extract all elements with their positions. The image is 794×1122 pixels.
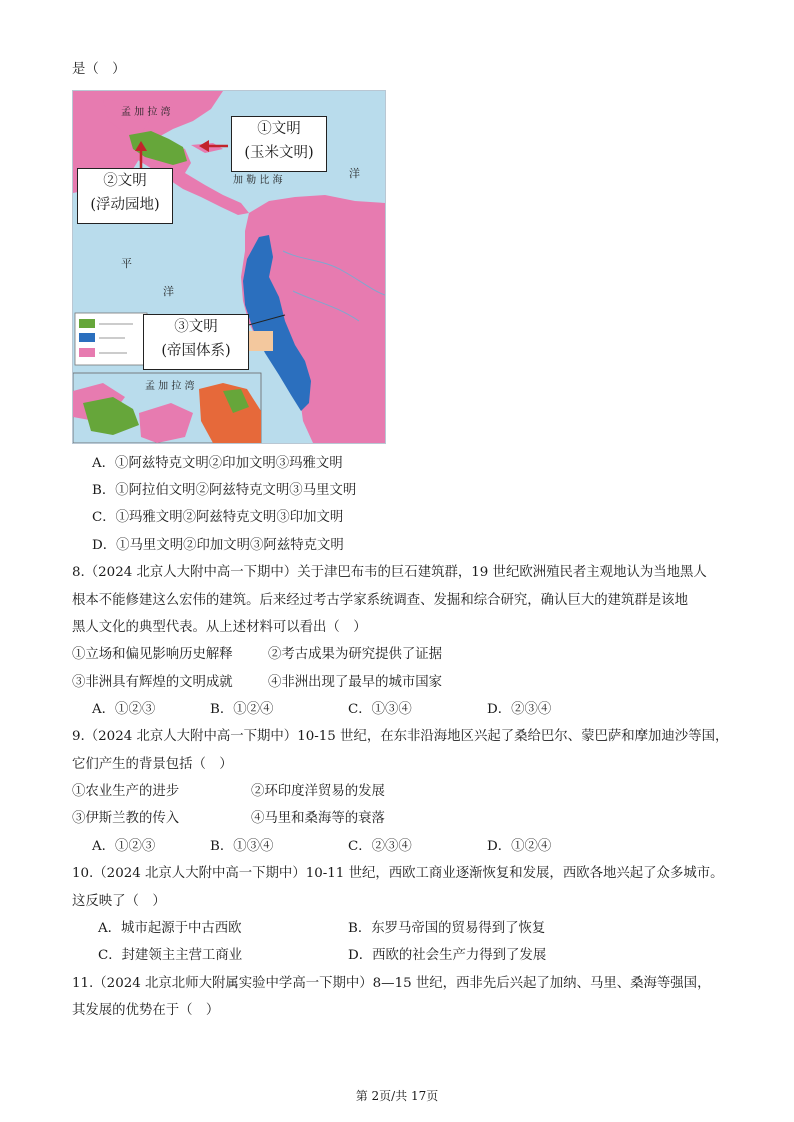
q8-stem-line-3: 黑人文化的典型代表。从上述材料可以看出（ ） <box>72 620 367 635</box>
map-graphic <box>73 91 385 443</box>
page-footer: 第 2页/共 17页 <box>355 1089 439 1103</box>
q7-option-d[interactable]: D．①马里文明②印加文明③阿兹特克文明 <box>92 538 344 553</box>
q8-item-4: ④非洲出现了最早的城市国家 <box>268 675 443 690</box>
q11-stem-line-2: 其发展的优势在于（ ） <box>72 1003 220 1018</box>
q9-item-4: ④马里和桑海等的衰落 <box>251 811 385 826</box>
q7-option-b[interactable]: B．①阿拉伯文明②阿兹特克文明③马里文明 <box>92 483 357 498</box>
q8-item-2: ②考古成果为研究提供了证据 <box>268 647 443 662</box>
q10-option-c[interactable]: C．封建领主主营工商业 <box>98 948 243 963</box>
callout-2-title: ②文明 <box>103 173 147 189</box>
q9-stem-line-2: 它们产生的背景包括（ ） <box>72 757 233 772</box>
gulf-label-bottom: 孟 加 拉 湾 <box>145 381 195 392</box>
q9-option-a[interactable]: A．①②③ <box>92 839 156 854</box>
q10-stem-line-2: 这反映了（ ） <box>72 894 166 909</box>
q8-option-d[interactable]: D．②③④ <box>487 702 552 717</box>
q9-option-b[interactable]: B．①③④ <box>210 839 274 854</box>
q9-item-3: ③伊斯兰教的传入 <box>72 811 180 826</box>
q9-stem-line-1: 9.（2024 北京人大附中高一下期中）10-15 世纪，在东非沿海地区兴起了桑给巴尔、蒙巴萨和摩加迪沙等国， <box>72 729 729 744</box>
q8-stem-line-2: 根本不能修建这么宏伟的建筑。后来经过考古学家系统调查、发掘和综合研究，确认巨大的建筑群是该地 <box>72 593 688 608</box>
q10-option-b[interactable]: B．东罗马帝国的贸易得到了恢复 <box>348 921 546 936</box>
gulf-label-top: 孟 加 拉 湾 <box>121 107 171 118</box>
callout-1-title: ①文明 <box>257 121 301 137</box>
q10-stem-line-1: 10.（2024 北京人大附中高一下期中）10-11 世纪，西欧工商业逐渐恢复和发展，西欧各地兴起了众多城市。 <box>72 866 724 881</box>
callout-civilization-1 <box>231 116 327 172</box>
q7-option-c[interactable]: C．①玛雅文明②阿兹特克文明③印加文明 <box>92 510 344 525</box>
q9-item-2: ②环印度洋贸易的发展 <box>251 784 385 799</box>
question-7-stem-end: 是（ ） <box>72 62 126 77</box>
callout-3-subtitle: (帝国体系) <box>161 343 231 359</box>
q10-option-d[interactable]: D．西欧的社会生产力得到了发展 <box>348 948 547 963</box>
callout-1-subtitle: (玉米文明) <box>244 145 314 161</box>
q9-item-1: ①农业生产的进步 <box>72 784 180 799</box>
q10-option-a[interactable]: A．城市起源于中古西欧 <box>98 921 242 936</box>
callout-3-title: ③文明 <box>174 319 218 335</box>
callout-2-subtitle: (浮动园地) <box>90 197 160 213</box>
ocean-label-right: 洋 <box>349 167 360 180</box>
pacific-label-1: 平 <box>121 257 132 270</box>
callout-civilization-3 <box>143 314 249 370</box>
caribbean-label: 加 勒 比 海 <box>233 175 283 186</box>
q9-option-d[interactable]: D．①②④ <box>487 839 552 854</box>
q8-item-3: ③非洲具有辉煌的文明成就 <box>72 675 233 690</box>
q8-option-b[interactable]: B．①②④ <box>210 702 274 717</box>
americas-civilization-map <box>72 90 386 444</box>
callout-civilization-2 <box>77 168 173 224</box>
q9-option-c[interactable]: C．②③④ <box>348 839 412 854</box>
pacific-label-2: 洋 <box>163 285 174 298</box>
q7-option-a[interactable]: A．①阿兹特克文明②印加文明③玛雅文明 <box>92 456 343 471</box>
q8-option-c[interactable]: C．①③④ <box>348 702 412 717</box>
q8-option-a[interactable]: A．①②③ <box>92 702 156 717</box>
q8-stem-line-1: 8.（2024 北京人大附中高一下期中）关于津巴布韦的巨石建筑群，19 世纪欧洲殖民者主观地认为当地黑人 <box>72 565 707 580</box>
q11-stem-line-1: 11.（2024 北京北师大附属实验中学高一下期中）8—15 世纪，西非先后兴起了加纳、马里、桑海等强国， <box>72 976 711 991</box>
q8-item-1: ①立场和偏见影响历史解释 <box>72 647 233 662</box>
